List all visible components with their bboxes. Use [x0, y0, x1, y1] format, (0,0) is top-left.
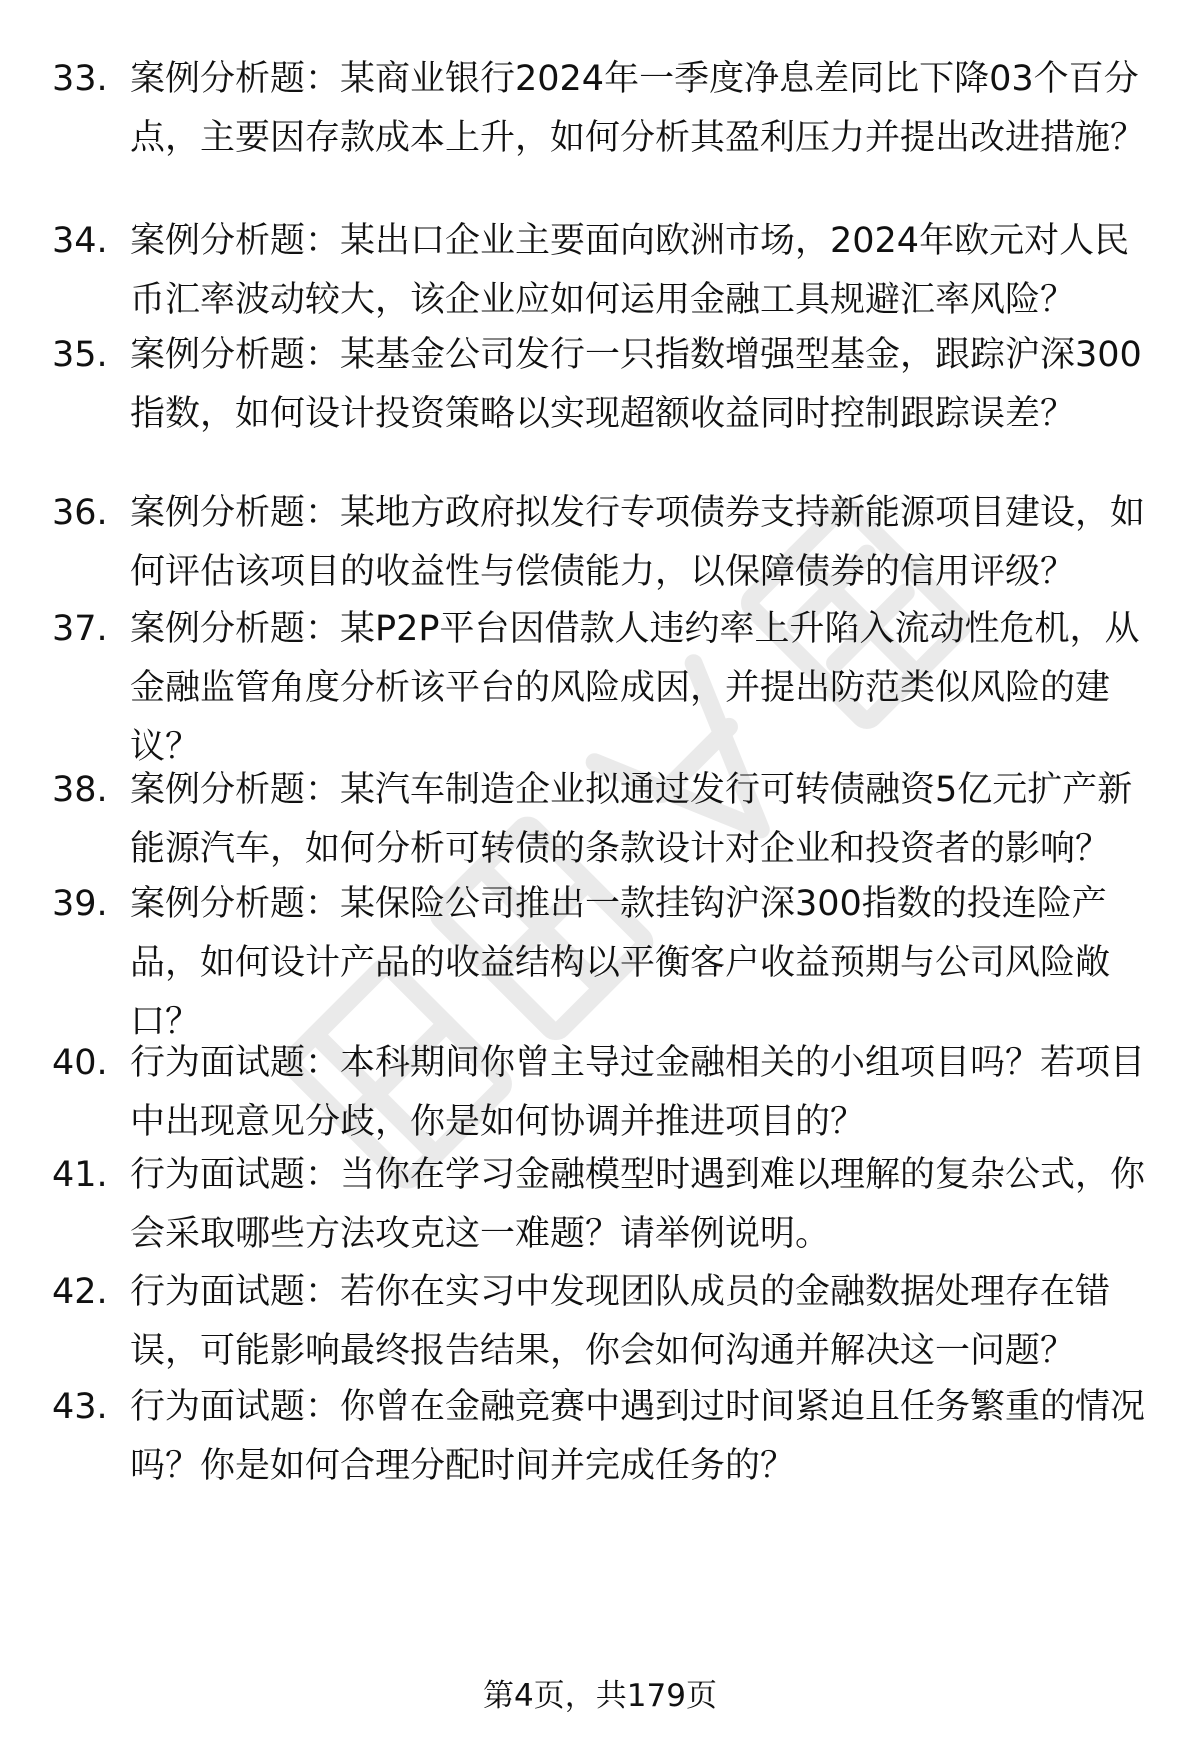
question-number: 36. — [52, 493, 108, 533]
question-item-38 — [52, 761, 1162, 879]
question-item-42 — [52, 1263, 1162, 1381]
question-number: 37. — [52, 609, 108, 649]
question-text: 行为面试题：当你在学习金融模型时遇到难以理解的复杂公式，你会采取哪些方法攻克这一难题？请举例说明。 — [130, 1155, 1146, 1254]
question-number: 43. — [52, 1387, 108, 1427]
question-number: 33. — [52, 59, 108, 99]
question-number: 34. — [52, 221, 108, 261]
question-item-35 — [52, 326, 1162, 444]
question-text: 案例分析题：某商业银行2024年一季度净息差同比下降03个百分点，主要因存款成本上升，如何分析其盈利压力并提出改进措施？ — [130, 59, 1146, 158]
question-item-36 — [52, 484, 1162, 602]
question-text: 案例分析题：某保险公司推出一款挂钩沪深300指数的投连险产品，如何设计产品的收益结构以平衡客户收益预期与公司风险敞口？ — [130, 884, 1111, 1042]
question-item-37 — [52, 600, 1162, 777]
question-text: 案例分析题：某基金公司发行一只指数增强型基金，跟踪沪深300指数，如何设计投资策略以实现超额收益同时控制跟踪误差？ — [130, 335, 1142, 434]
question-text: 行为面试题：若你在实习中发现团队成员的金融数据处理存在错误，可能影响最终报告结果，你会如何沟通并解决这一问题？ — [130, 1272, 1111, 1371]
question-text: 案例分析题：某P2P平台因借款人违约率上升陷入流动性危机，从金融监管角度分析该平台的风险成因，并提出防范类似风险的建议？ — [130, 609, 1140, 767]
question-item-34 — [52, 212, 1162, 330]
question-item-33 — [52, 50, 1162, 168]
question-number: 38. — [52, 770, 108, 810]
question-item-39 — [52, 875, 1162, 1052]
question-number: 41. — [52, 1155, 108, 1195]
question-text: 行为面试题：你曾在金融竞赛中遇到过时间紧迫且任务繁重的情况吗？你是如何合理分配时间并完成任务的？ — [130, 1387, 1146, 1486]
question-item-41 — [52, 1146, 1162, 1264]
question-number: 35. — [52, 335, 108, 375]
question-number: 40. — [52, 1043, 108, 1083]
question-text: 案例分析题：某出口企业主要面向欧洲市场，2024年欧元对人民币汇率波动较大，该企业应如何运用金融工具规避汇率风险？ — [130, 221, 1130, 320]
question-number: 39. — [52, 884, 108, 924]
question-text: 案例分析题：某汽车制造企业拟通过发行可转债融资5亿元扩产新能源汽车，如何分析可转债的条款设计对企业和投资者的影响？ — [130, 770, 1133, 869]
question-text: 行为面试题：本科期间你曾主导过金融相关的小组项目吗？若项目中出现意见分歧，你是如何协调并推进项目的？ — [130, 1043, 1146, 1142]
question-item-40 — [52, 1034, 1162, 1152]
page-footer: 第4页，共179页 — [483, 1678, 717, 1714]
question-number: 42. — [52, 1272, 108, 1312]
question-item-43 — [52, 1378, 1162, 1496]
question-text: 案例分析题：某地方政府拟发行专项债券支持新能源项目建设，如何评估该项目的收益性与偿债能力，以保障债券的信用评级？ — [130, 493, 1146, 592]
